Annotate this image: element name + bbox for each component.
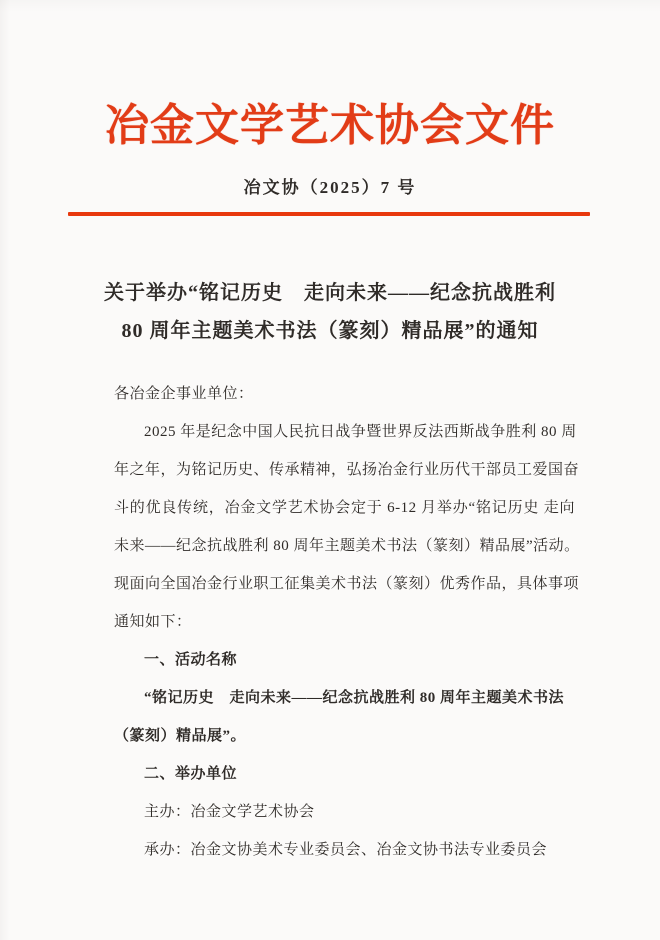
section-heading-2: 二、举办单位 [144, 766, 238, 782]
section-heading-1: 一、活动名称 [144, 652, 238, 668]
body-line-co-organizer: 承办：冶金文协美术专业委员会、冶金文协书法专业委员会 [144, 842, 548, 858]
notice-title-line-1: 关于举办“铭记历史 走向未来——纪念抗战胜利 [104, 282, 556, 304]
notice-title-line-2: 80 周年主题美术书法（篆刻）精品展”的通知 [121, 320, 539, 342]
body-line: 2025 年是纪念中国人民抗日战争暨世界反法西斯战争胜利 80 周 [144, 424, 577, 440]
red-divider-rule [68, 212, 590, 216]
body-line-salutation: 各冶金企事业单位： [114, 386, 254, 402]
document-number: 冶文协（2025）7 号 [243, 178, 417, 197]
document-header-title: 冶金文学艺术协会文件 [105, 101, 555, 150]
notice-title [0, 274, 660, 350]
body-line: “铭记历史 走向未来——纪念抗战胜利 80 周年主题美术书法 [144, 690, 565, 706]
body-line-organizer: 主办：冶金文学艺术协会 [144, 804, 315, 820]
body-line: 通知如下： [114, 614, 192, 630]
body-line: 未来——纪念抗战胜利 80 周年主题美术书法（篆刻）精品展”活动。 [114, 538, 580, 554]
body-line: 现面向全国冶金行业职工征集美术书法（篆刻）优秀作品，具体事项 [114, 576, 580, 592]
notice-body [114, 375, 580, 869]
body-line: 年之年，为铭记历史、传承精神，弘扬冶金行业历代干部员工爱国奋 [114, 462, 580, 478]
body-line: 斗的优良传统，冶金文学艺术协会定于 6-12 月举办“铭记历史 走向 [114, 500, 575, 516]
body-line: （篆刻）精品展”。 [114, 728, 247, 744]
